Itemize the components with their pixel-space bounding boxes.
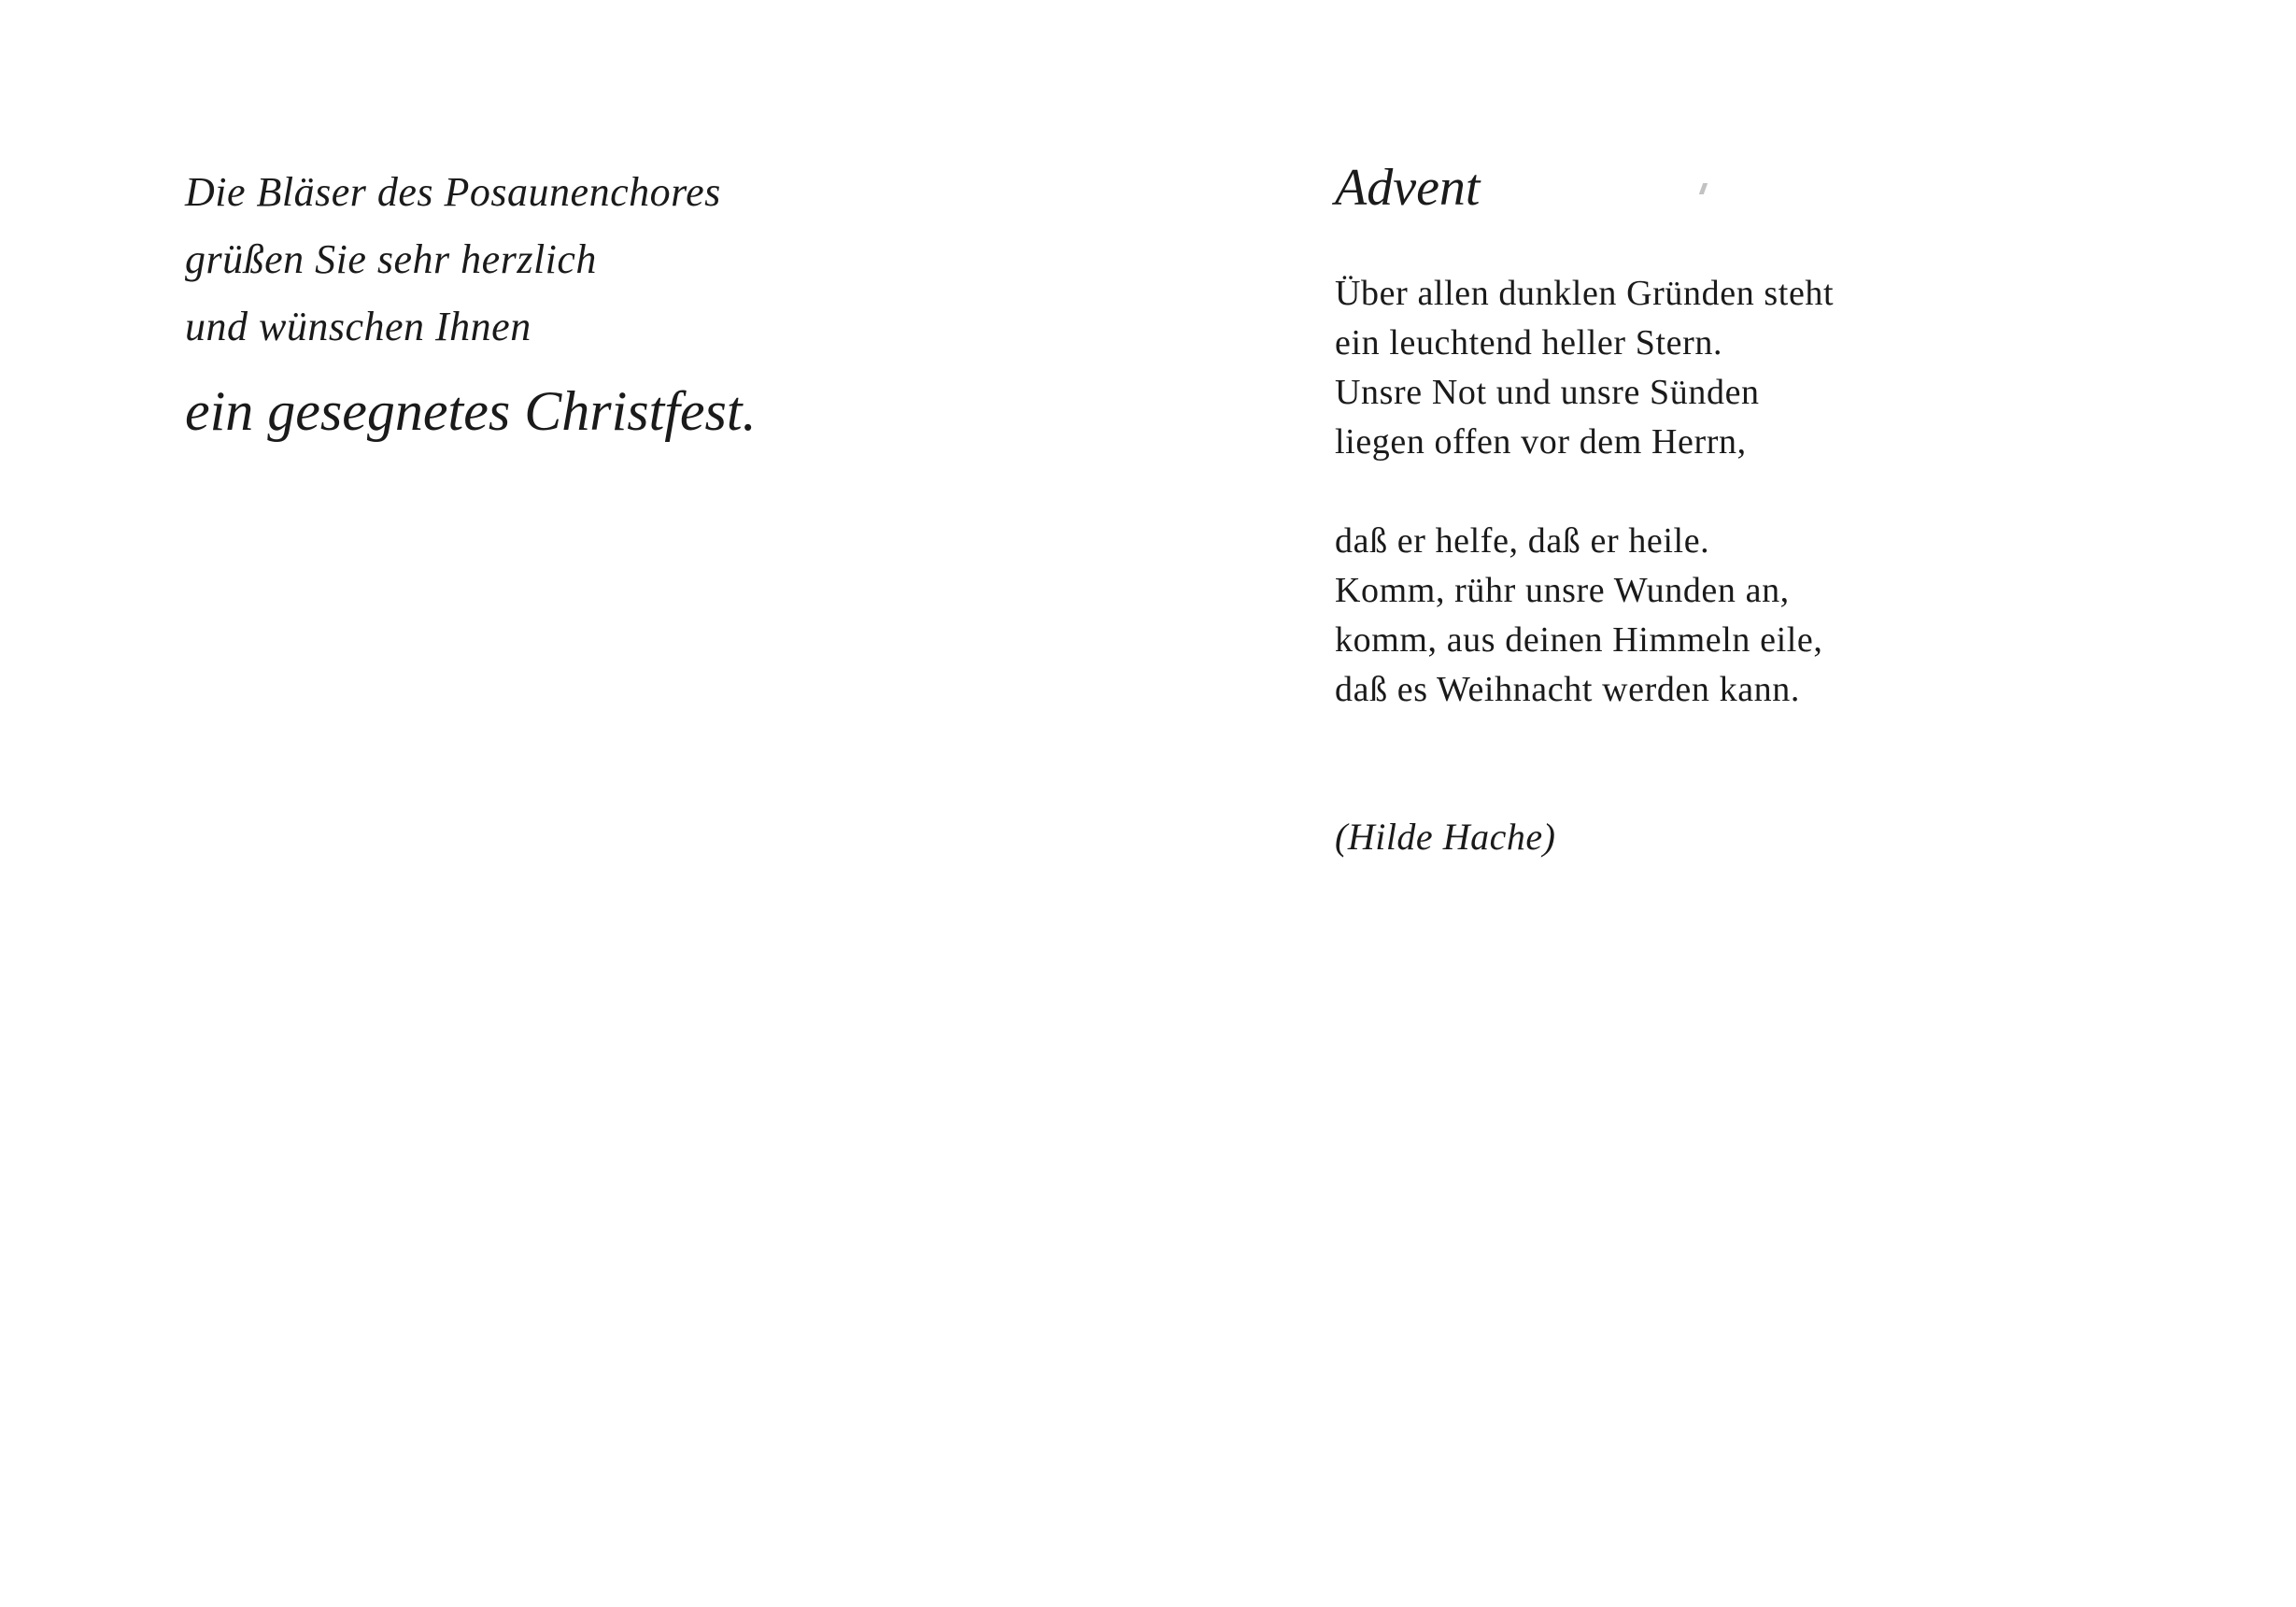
poem-title: Advent xyxy=(1335,159,1481,217)
poem-verse: daß er helfe, daß er heile. xyxy=(1335,521,1710,561)
greeting-line: grüßen Sie sehr herzlich xyxy=(185,236,597,282)
poem-verse: komm, aus deinen Himmeln eile, xyxy=(1335,620,1823,660)
poem-stanza xyxy=(1335,517,1834,715)
greeting-line: Die Bläser des Posaunenchores xyxy=(185,169,721,215)
greeting-block xyxy=(185,159,757,448)
poem-verse: liegen offen vor dem Herrn, xyxy=(1335,422,1747,462)
greeting-emphasis: ein gesegnetes Christfest. xyxy=(185,380,757,442)
poem-author: (Hilde Hache) xyxy=(1335,816,1556,858)
poem-verse: daß es Weihnacht werden kann. xyxy=(1335,670,1800,709)
poem-verse: Unsre Not und unsre Sünden xyxy=(1335,373,1760,412)
poem-verse: Komm, rühr unsre Wunden an, xyxy=(1335,571,1790,610)
poem-stanza xyxy=(1335,269,1834,467)
poem-verse: Über allen dunklen Gründen steht xyxy=(1335,274,1835,313)
greeting-line: und wünschen Ihnen xyxy=(185,304,531,349)
print-speck xyxy=(1699,183,1708,194)
poem-body xyxy=(1335,269,1834,715)
right-page xyxy=(1148,0,2296,1607)
poem-verse: ein leuchtend heller Stern. xyxy=(1335,323,1723,363)
